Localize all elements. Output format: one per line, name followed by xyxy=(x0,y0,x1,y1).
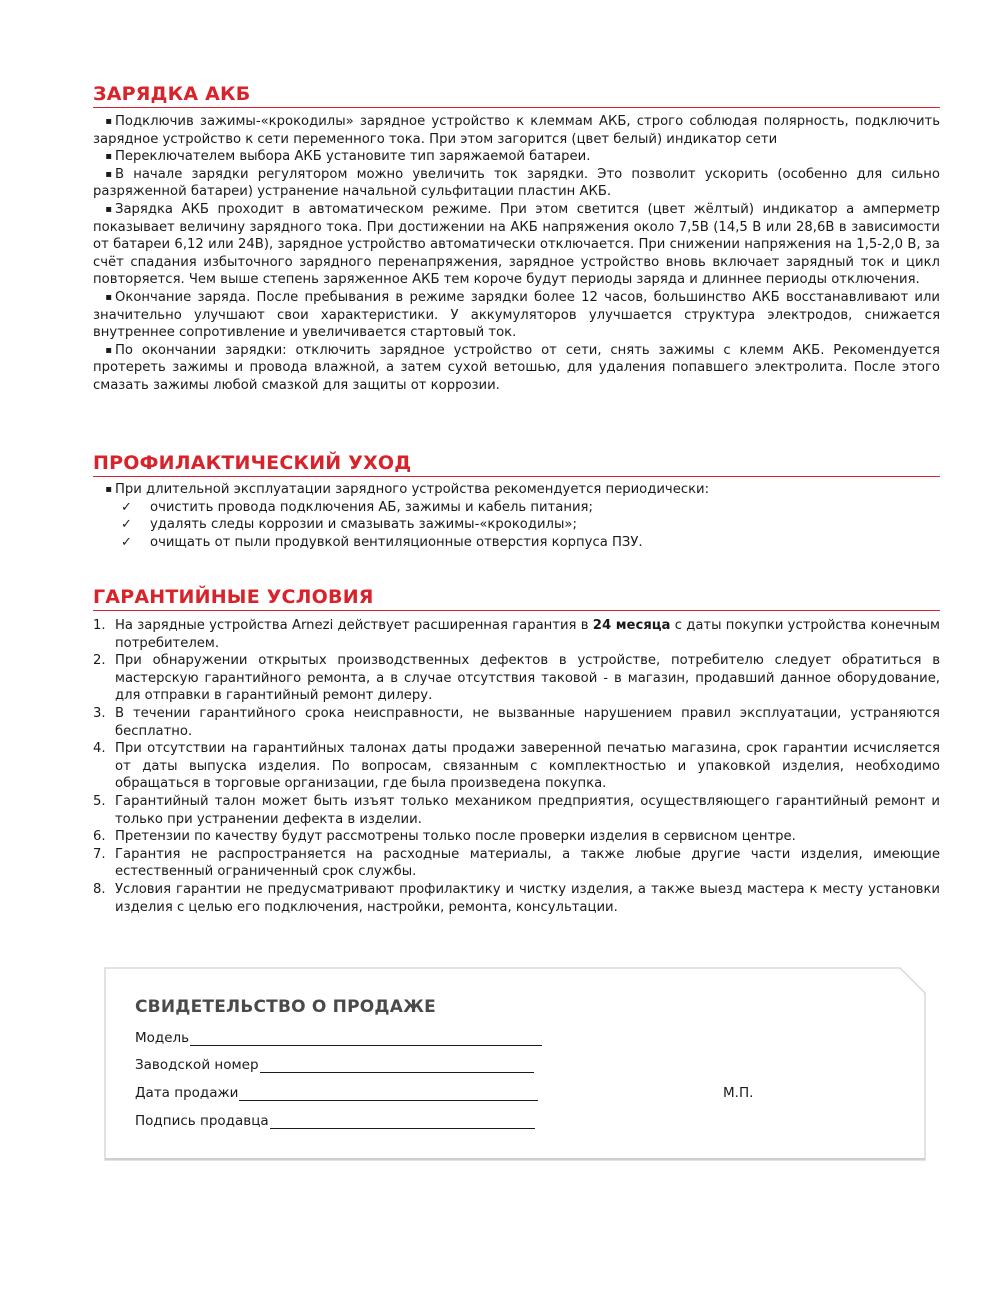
section-maintenance xyxy=(93,451,940,551)
list-item: 2. При обнаружении открытых производственных дефектов в устройстве, потребителю следует обратиться в мастерскую гарантийного ремонта, а в случае отсутствия таковой - в магазин, продавший данное оборудование, для отправки в гарантийный ремонт дилеру. xyxy=(93,653,940,704)
heading-rule xyxy=(93,107,940,108)
list-item: 6. Претензии по качеству будут рассмотрены только после проверки изделия в сервисном центре. xyxy=(93,829,796,845)
list-item: 3. В течении гарантийного срока неисправности, не вызванные нарушением правил эксплуатации, устраняются бесплатно. xyxy=(93,705,940,739)
heading-rule xyxy=(93,476,940,477)
bullet-icon: ▪ xyxy=(105,344,112,356)
model-line xyxy=(190,1031,542,1046)
list-item: ✓ очищать от пыли продувкой вентиляционные отверстия корпуса ПЗУ. xyxy=(121,534,643,550)
list-item: 7. Гарантия не распространяется на расходные материалы, а также любые другие части изделия, имеющие естественный ограниченный срок службы. xyxy=(93,846,940,880)
list-item: 8. Условия гарантии не предусматривают профилактику и чистку изделия, а также выезд мастера к месту установки изделия с целью его подключения, настройки, ремонта, консультации. xyxy=(93,881,940,915)
certificate-title: СВИДЕТЕЛЬСТВО О ПРОДАЖЕ xyxy=(135,997,436,1017)
section-heading-warranty: ГАРАНТИЙНЫЕ УСЛОВИЯ xyxy=(93,586,374,608)
seller-signature-field[interactable]: Подпись продавца xyxy=(135,1113,535,1129)
heading-rule xyxy=(93,610,940,611)
serial-number-field[interactable]: Заводской номер xyxy=(135,1057,534,1073)
charging-paragraphs xyxy=(93,113,940,395)
bullet-icon: ▪ xyxy=(105,116,112,127)
bullet-icon: ▪ xyxy=(105,484,112,495)
warranty-list xyxy=(93,617,940,916)
charging-paragraph: ▪ Зарядка АКБ проходит в автоматическом режиме. При этом светится (цвет жёлтый) индикатор а амперметр показывает величину зарядного тока. При достижении на АКБ напряжения около 7,5В (14,5 В или 28,6В в зависимости от батареи 6,12 или 24В), зарядное устройство автоматически отключается. При снижении напряжения на 1,5-2,0 В, за счёт спадания избыточного зарядного перенапряжения, зарядное устройство вновь включает зарядный ток и цикл повторяется. Чем выше степень заряженное АКБ тем короче будут периоды заряда и длиннее периоды отключения. xyxy=(93,201,940,288)
charging-paragraph: ▪ По окончании зарядки: отключить зарядное устройство от сети, снять зажимы с клемм АКБ. Рекомендуется протереть зажимы и провода влажной, а затем сухой ветошью, для удаления попавшего электролита. После этого смазать зажимы любой смазкой для защиты от коррозии. xyxy=(93,342,940,393)
section-charging xyxy=(93,82,940,395)
sale-certificate xyxy=(104,967,926,1161)
checkmark-icon: ✓ xyxy=(121,499,132,515)
serial-number-line xyxy=(260,1058,534,1073)
section-heading-maintenance: ПРОФИЛАКТИЧЕСКИЙ УХОД xyxy=(93,452,412,474)
checkmark-icon: ✓ xyxy=(121,517,132,533)
bullet-icon: ▪ xyxy=(105,151,112,163)
sale-date-field[interactable]: Дата продажи xyxy=(135,1085,538,1101)
list-item: ✓ удалять следы коррозии и смазывать зажимы-«крокодилы»; xyxy=(121,517,577,533)
list-item: 1. На зарядные устройства Arnezi действует расширенная гарантия в 24 месяца с даты покупки устройства конечным потребителем. xyxy=(93,618,941,651)
checkmark-icon: ✓ xyxy=(121,534,132,550)
list-item: 5. Гарантийный талон может быть изъят только механиком предприятия, осуществляющего гарантийный ремонт и только при устранении дефекта в изделии. xyxy=(93,793,940,827)
charging-paragraph: ▪ В начале зарядки регулятором можно увеличить ток зарядки. Это позволит ускорить (особенно для сильно разряженной батареи) устранение начальной сульфитации пластин АКБ. xyxy=(93,166,940,200)
list-item: ✓ очистить провода подключения АБ, зажимы и кабель питания; xyxy=(121,499,593,515)
charging-paragraph: ▪ Подключив зажимы-«крокодилы» зарядное устройство к клеммам АКБ, строго соблюдая полярность, подключить зарядное устройство к сети переменного тока. При этом загорится (цвет белый) индикатор сети xyxy=(93,114,940,147)
bullet-icon: ▪ xyxy=(105,203,112,215)
maintenance-intro: ▪ При длительной эксплуатации зарядного устройства рекомендуется периодически: xyxy=(93,481,940,499)
section-warranty xyxy=(93,585,940,916)
bullet-icon: ▪ xyxy=(105,168,112,180)
bullet-icon: ▪ xyxy=(105,291,112,303)
list-item: 4. При отсутствии на гарантийных талонах даты продажи заверенной печатью магазина, срок гарантии исчисляется от даты выпуска изделия. По вопросам, связанным с комплектностью и упаковкой изделия, необходимо обращаться в торговые организации, где была произведена покупка. xyxy=(93,741,940,792)
sale-date-line xyxy=(239,1086,538,1101)
charging-paragraph: ▪ Окончание заряда. После пребывания в режиме зарядки более 12 часов, большинство АКБ восстанавливают или значительно улучшают свои характеристики. У аккумуляторов улучшается структура электродов, снижается внутреннее сопротивление и увеличивается стартовый ток. xyxy=(93,289,940,341)
charging-paragraph: ▪ Переключателем выбора АКБ установите тип заряжаемой батареи. xyxy=(93,148,940,166)
seller-signature-line xyxy=(270,1114,535,1129)
model-field[interactable]: Модель xyxy=(135,1030,542,1046)
section-heading-charging: ЗАРЯДКА АКБ xyxy=(93,83,251,105)
maintenance-checklist xyxy=(93,499,940,552)
stamp-label: М.П. xyxy=(723,1085,754,1101)
